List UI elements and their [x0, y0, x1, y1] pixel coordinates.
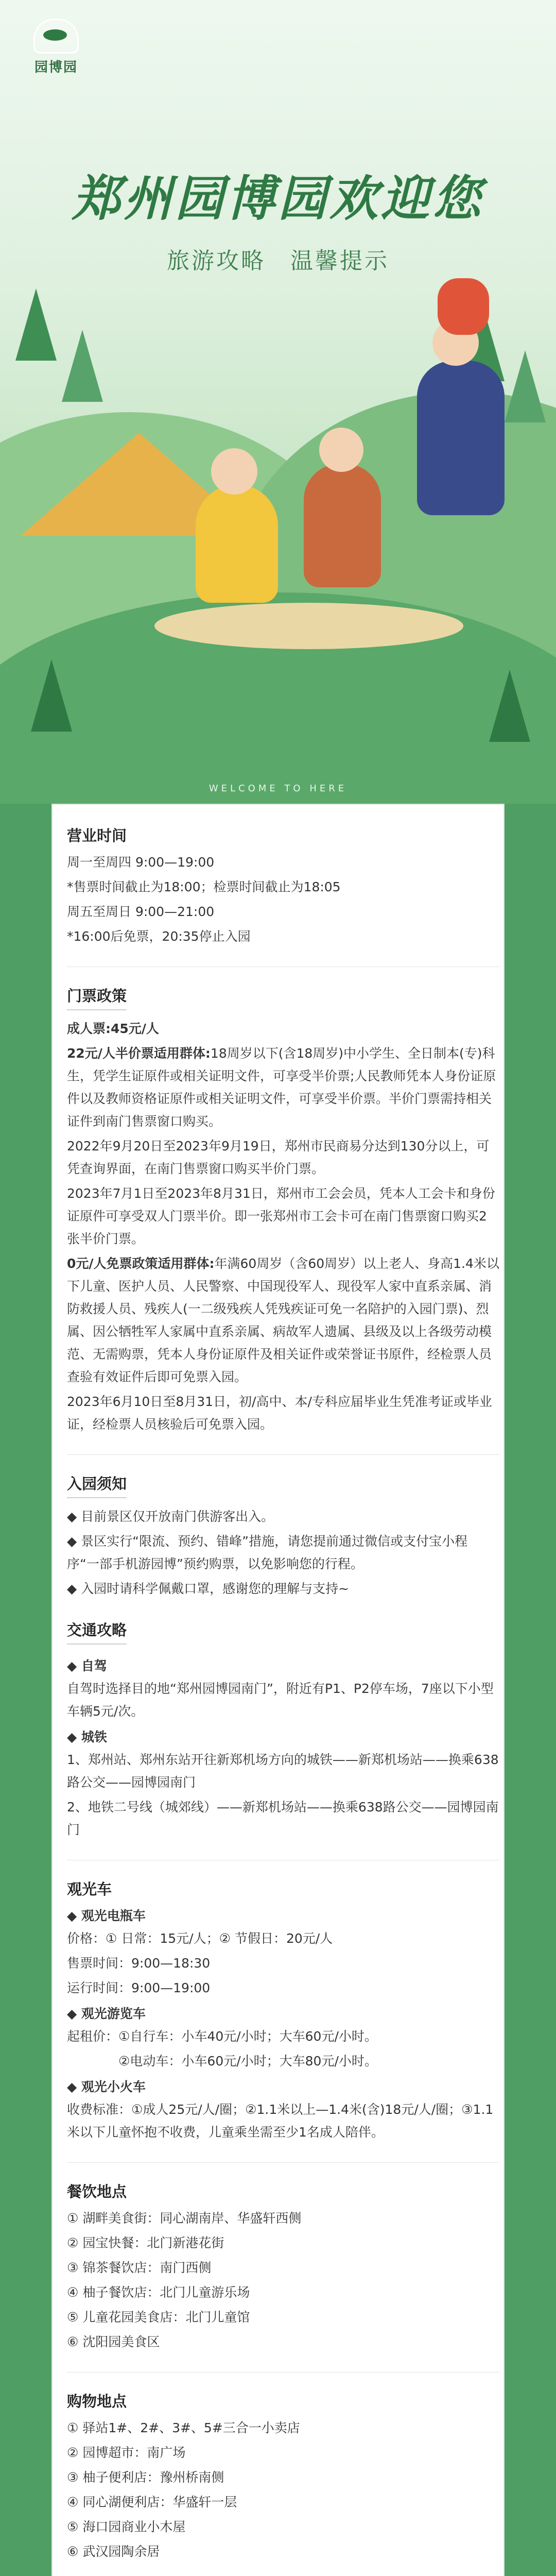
adult-ticket: 成人票:45元/人	[67, 1021, 159, 1036]
traffic-title: 交通攻略	[67, 1619, 127, 1645]
person-figure	[211, 448, 257, 495]
tree-icon	[15, 289, 57, 361]
free-policy	[67, 1252, 499, 1388]
logo-mark-icon	[33, 19, 79, 54]
person-figure	[319, 428, 363, 472]
free-text: 年满60周岁（含60周岁）以上老人、身高1.4米以下儿童、医护人员、人民警察、中国现役军人、现役军人家中直系亲属、消防救援人员、残疾人(一二级残疾人凭残疾证可免一名陪护的入园门票)、烈属、因公牺牲军人家属中直系亲属、病故军人遗属、县级及以上各级劳动模范、无需购票，凭本人身份证原件及相关证件或荣誉证书原件，经检票人员查验有效证件后即可免票入园。	[67, 1256, 499, 1384]
dining-section	[67, 2180, 499, 2353]
divider	[67, 2162, 499, 2163]
list-item: ⑥ 武汉园陶余居	[67, 2544, 160, 2559]
drive-title: ◆ 自驾	[67, 1658, 107, 1673]
half-price-policy	[67, 1042, 499, 1133]
shopping-section	[67, 2390, 499, 2563]
policy-paragraph: 2023年7月1日至2023年8月31日，郑州市工会会员，凭本人工会卡和身份证原件可享受双人门票半价。即一张郑州市工会卡可在南门售票窗口购买2张半价门票。	[67, 1186, 495, 1246]
list-item: ① 驿站1#、2#、3#、5#三合一小卖店	[67, 2420, 300, 2435]
list-item: ③ 柚子便利店：豫州桥南侧	[67, 2470, 224, 2485]
train-text: 收费标准：①成人25元/人/圈；②1.1米以上—1.4米(含)18元/人/圈；③1.1米以下儿童怀抱不收费，儿童乘坐需至少1名成人陪伴。	[67, 2102, 494, 2140]
tree-icon	[62, 330, 103, 402]
hours-line: *16:00后免票，20:35停止入园	[67, 929, 251, 944]
car-line: 价格：① 日常：15元/人；② 节假日：20元/人	[67, 1931, 333, 1946]
sightseeing-title: 观光车	[67, 1880, 112, 1898]
page-title: 郑州园博园欢迎您	[72, 171, 484, 227]
metro-line: 2、地铁二号线（城郊线）——新郑机场站——换乘638路公交——园博园南门	[67, 1800, 499, 1837]
half-price-text: 18周岁以下(含18周岁)中小学生、全日制本(专)科生，凭学生证原件或相关证明文件，可享受半价票;人民教师凭本人身份证原件以及教师资格证原件或相关证明文件，可享受半价票。半价门票需持相关证件到南门售票窗口购买。	[67, 1046, 496, 1129]
hours-title: 营业时间	[67, 827, 127, 844]
entry-line: ◆ 入园时请科学佩戴口罩，感谢您的理解与支持~	[67, 1581, 350, 1596]
hours-section	[67, 824, 499, 948]
list-item: ③ 锦茶餐饮店：南门西侧	[67, 2260, 212, 2275]
person-figure	[196, 484, 278, 603]
metro-title: ◆ 城铁	[67, 1730, 107, 1744]
list-item: ⑥ 沈阳园美食区	[67, 2334, 160, 2349]
tree-icon	[505, 350, 546, 422]
boat-title: ◆ 观光游览车	[67, 2006, 146, 2021]
list-item: ① 湖畔美食街：同心湖南岸、华盛轩西侧	[67, 2211, 302, 2226]
boat-line: ②电动车：小车60元/小时；大车80元/小时。	[67, 2054, 377, 2069]
dining-title: 餐饮地点	[67, 2183, 127, 2200]
half-price-label: 22元/人半价票适用群体:	[67, 1046, 211, 1061]
sightseeing-section	[67, 1878, 499, 2144]
hours-line: 周五至周日 9:00—21:00	[67, 904, 215, 919]
tree-icon	[489, 670, 530, 742]
list-item: ② 园博超市：南广场	[67, 2445, 186, 2460]
hero-illustration	[0, 0, 556, 804]
traffic-section	[67, 1619, 499, 1841]
list-item: ② 园宝快餐：北门新港花街	[67, 2235, 224, 2250]
site-logo	[23, 19, 90, 76]
info-content	[67, 824, 499, 2576]
car-title: ◆ 观光电瓶车	[67, 1908, 146, 1923]
list-item: ⑤ 儿童花园美食店：北门儿童馆	[67, 2310, 250, 2325]
drive-text: 自驾时选择目的地“郑州园博园南门”，附近有P1、P2停车场，7座以下小型车辆5元/次。	[67, 1681, 494, 1719]
policy-paragraph: 2023年6月10日至8月31日，初/高中、本/专科应届毕业生凭准考证或毕业证，经检票人员核验后可免票入园。	[67, 1394, 492, 1432]
welcome-caption: WELCOME TO HERE	[208, 783, 348, 794]
logo-text: 园博园	[34, 60, 78, 75]
list-item: ⑤ 海口园商业小木屋	[67, 2519, 186, 2534]
divider	[67, 1454, 499, 1455]
list-item: ④ 柚子餐饮店：北门儿童游乐场	[67, 2285, 250, 2300]
person-figure	[438, 278, 489, 335]
boat-line: 起租价：①自行车：小车40元/小时；大车60元/小时。	[67, 2029, 377, 2044]
metro-line: 1、郑州站、郑州东站开往新郑机场方向的城铁——新郑机场站——换乘638路公交——园博园南门	[67, 1752, 499, 1790]
ticket-section	[67, 985, 499, 1436]
list-item: ④ 同心湖便利店：华盛轩一层	[67, 2495, 237, 2510]
person-figure	[417, 361, 505, 515]
car-line: 运行时间：9:00—19:00	[67, 1980, 211, 1995]
ticket-title: 门票政策	[67, 985, 127, 1010]
free-label: 0元/人免票政策适用群体:	[67, 1256, 215, 1271]
hours-line: 周一至周四 9:00—19:00	[67, 855, 215, 870]
entry-line: ◆ 景区实行“限流、预约、错峰”措施，请您提前通过微信或支付宝小程序“一部手机游园博”预约购票，以免影响您的行程。	[67, 1534, 468, 1571]
hours-line: *售票时间截止为18:00；检票时间截止为18:05	[67, 879, 341, 894]
entry-section	[67, 1472, 499, 1600]
person-figure	[304, 464, 381, 587]
shopping-title: 购物地点	[67, 2393, 127, 2410]
tree-icon	[31, 659, 72, 732]
page-subtitle: 旅游攻略 温馨提示	[167, 248, 389, 274]
train-title: ◆ 观光小火车	[67, 2079, 146, 2094]
mat-shape	[154, 603, 463, 649]
car-line: 售票时间：9:00—18:30	[67, 1956, 211, 1971]
entry-title: 入园须知	[67, 1472, 127, 1498]
entry-line: ◆ 目前景区仅开放南门供游客出入。	[67, 1509, 274, 1524]
policy-paragraph: 2022年9月20日至2023年9月19日，郑州市民商易分达到130分以上，可凭查询界面，在南门售票窗口购买半价门票。	[67, 1139, 490, 1176]
